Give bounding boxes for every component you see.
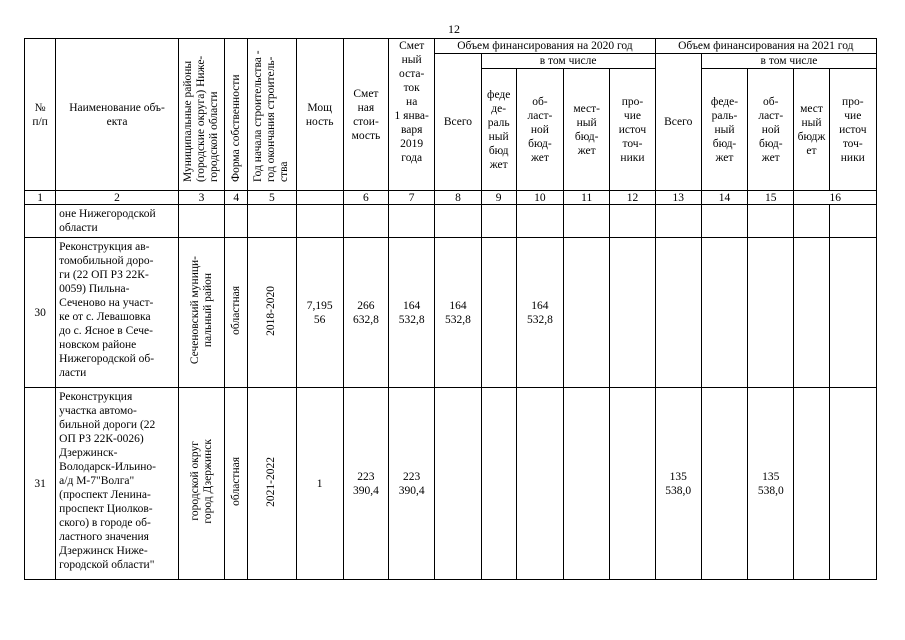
row-district: [178, 205, 224, 238]
row-num: 31: [25, 388, 56, 580]
row-other-2020: [610, 238, 655, 388]
column-number: 15: [748, 191, 794, 205]
row-other-2020: [610, 205, 655, 238]
row-federal-2021: [701, 388, 747, 580]
row-regional-2020: [516, 205, 563, 238]
column-number: 1: [25, 191, 56, 205]
header-remainder: Смет ный оста- ток на 1 янва- варя 2019 года: [389, 39, 435, 191]
header-federal-2021: феде- раль- ный бюд- жет: [701, 69, 747, 191]
table-row: [25, 205, 877, 238]
row-local-2020: [564, 238, 610, 388]
row-remainder: 164 532,8: [389, 238, 435, 388]
row-regional-2021: [748, 205, 794, 238]
row-local-2020: [564, 205, 610, 238]
row-district: Сеченовский муници- пальный район: [178, 238, 224, 388]
row-power: [296, 205, 343, 238]
row-ownership: областная: [225, 238, 248, 388]
row-local-2020: [564, 388, 610, 580]
row-cost: 223 390,4: [343, 388, 388, 580]
header-local-2021: мест ный бюдж ет: [794, 69, 829, 191]
header-regional-2020: об- ласт- ной бюд- жет: [516, 69, 563, 191]
header-power: Мощ ность: [296, 39, 343, 191]
row-local-2021: [794, 238, 829, 388]
table-row: [25, 388, 877, 580]
row-years: 2021-2022: [248, 388, 296, 580]
header-total-2021: Всего: [655, 54, 701, 191]
header-including-2020: в том числе: [481, 54, 655, 69]
row-years: [248, 205, 296, 238]
header-years: Год начала строительства - год окончания строитель- ства: [248, 39, 296, 191]
row-years: 2018-2020: [248, 238, 296, 388]
row-ownership: [225, 205, 248, 238]
row-other-2021: [829, 388, 876, 580]
row-federal-2020: [481, 388, 516, 580]
header-regional-2021: об- ласт- ной бюд- жет: [748, 69, 794, 191]
row-regional-2020: 164 532,8: [516, 238, 563, 388]
row-total-2020: [435, 388, 481, 580]
row-remainder: [389, 205, 435, 238]
row-remainder: 223 390,4: [389, 388, 435, 580]
row-total-2021: [655, 238, 701, 388]
row-regional-2021: 135 538,0: [748, 388, 794, 580]
row-cost: 266 632,8: [343, 238, 388, 388]
row-federal-2021: [701, 238, 747, 388]
row-other-2020: [610, 388, 655, 580]
column-number: 6: [343, 191, 388, 205]
column-number: 16: [794, 191, 877, 205]
column-number: 13: [655, 191, 701, 205]
header-district: Муниципальные районы (городские округа) Ниже- городской области: [178, 39, 224, 191]
column-number: 2: [56, 191, 179, 205]
row-name: Реконструкция ав- томобильной доро- ги (22 ОП РЗ 22К- 0059) Пильна- Сеченово на участ- ке от с. Левашовка до с. Ясное в Сече- новском районе Нижегородской об- ласти: [56, 238, 179, 388]
header-cost: Смет ная стои- мость: [343, 39, 388, 191]
column-number: 3: [178, 191, 224, 205]
row-federal-2020: [481, 205, 516, 238]
row-district: городской округ город Дзержинск: [178, 388, 224, 580]
row-num: 30: [25, 238, 56, 388]
header-other-2021: про- чие источ точ- ники: [829, 69, 876, 191]
row-total-2020: [435, 205, 481, 238]
column-number: 4: [225, 191, 248, 205]
header-other-2020: про- чие источ точ- ники: [610, 69, 655, 191]
header-federal-2020: феде де- раль ный бюд жет: [481, 69, 516, 191]
row-federal-2020: [481, 238, 516, 388]
row-num: [25, 205, 56, 238]
header-ownership: Форма собственности: [225, 39, 248, 191]
row-power: 1: [296, 388, 343, 580]
header-num: № п/п: [25, 39, 56, 191]
column-number: 12: [610, 191, 655, 205]
row-total-2021: 135 538,0: [655, 388, 701, 580]
column-number: 7: [389, 191, 435, 205]
column-numbers-row: [25, 191, 877, 205]
column-number: 8: [435, 191, 481, 205]
row-name: оне Нижегородской области: [56, 205, 179, 238]
header-total-2020: Всего: [435, 54, 481, 191]
header-local-2020: мест- ный бюд- жет: [564, 69, 610, 191]
row-regional-2020: [516, 388, 563, 580]
row-name: Реконструкция участка автомо- бильной дороги (22 ОП РЗ 22К-0026) Дзержинск- Володарск-Ильино- а/д М-7"Волга" (проспект Ленина- проспект Циолков- ского) в городе об- ластного значения Дзержинск Ниже- городской области": [56, 388, 179, 580]
row-other-2021: [829, 238, 876, 388]
column-number: 5: [248, 191, 296, 205]
column-number: 14: [701, 191, 747, 205]
row-regional-2021: [748, 238, 794, 388]
row-federal-2021: [701, 205, 747, 238]
row-cost: [343, 205, 388, 238]
header-name: Наименование объ- екта: [56, 39, 179, 191]
row-ownership: областная: [225, 388, 248, 580]
page-number: 12: [448, 22, 460, 36]
row-total-2021: [655, 205, 701, 238]
header-including-2021: в том числе: [701, 54, 876, 69]
column-number: 10: [516, 191, 563, 205]
financing-table: [24, 38, 877, 580]
header-financing-2021: Объем финансирования на 2021 год: [655, 39, 876, 54]
column-number: 11: [564, 191, 610, 205]
row-local-2021: [794, 388, 829, 580]
row-power: 7,195 56: [296, 238, 343, 388]
row-local-2021: [794, 205, 829, 238]
column-number: [296, 191, 343, 205]
row-other-2021: [829, 205, 876, 238]
header-financing-2020: Объем финансирования на 2020 год: [435, 39, 655, 54]
row-total-2020: 164 532,8: [435, 238, 481, 388]
column-number: 9: [481, 191, 516, 205]
table-row: [25, 238, 877, 388]
